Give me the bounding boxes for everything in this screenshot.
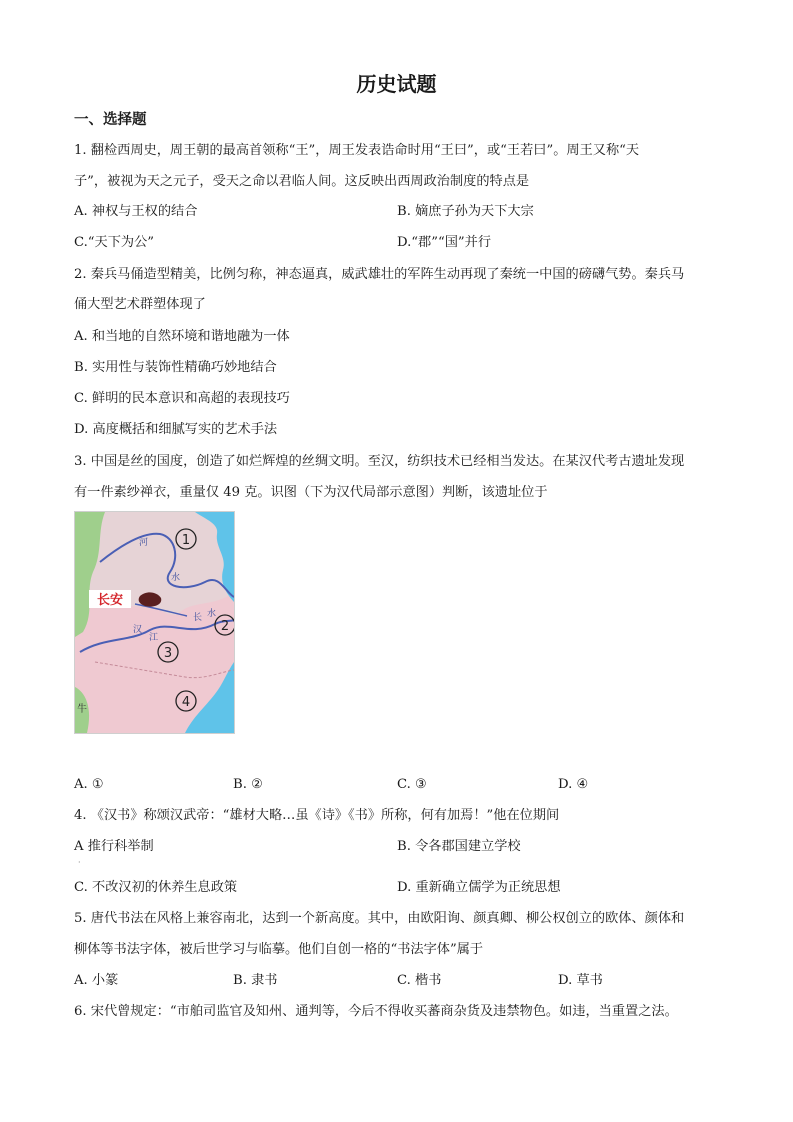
question-5-line-2: 柳体等书法字体，被后世学习与临摹。他们自创一格的“书法字体”属于	[74, 942, 484, 957]
question-2-option-b[interactable]: B. 实用性与装饰性精确巧妙地结合	[74, 360, 277, 375]
page-title: 历史试题	[356, 72, 437, 96]
section-heading: 一、选择题	[74, 112, 147, 128]
han-dynasty-map	[74, 511, 235, 734]
question-1-option-b[interactable]: B. 嫡庶子孙为天下大宗	[397, 204, 534, 219]
question-3-option-a[interactable]: A. ①	[74, 777, 104, 792]
question-3-option-d[interactable]: D. ④	[558, 777, 589, 792]
river-char-5: 长	[193, 613, 203, 623]
river-char-2: 水	[171, 573, 181, 583]
question-4-option-a[interactable]: A 推行科举制	[74, 839, 154, 854]
svg-text:4: 4	[181, 695, 191, 710]
river-char-1: 河	[139, 538, 149, 548]
question-4-line-1: 4. 《汉书》称颂汉武帝：“雄材大略…虽《诗》《书》所称，何有加焉！”他在位期间	[74, 808, 560, 823]
question-4-option-c[interactable]: C. 不改汉初的休养生息政策	[74, 880, 238, 895]
question-3-option-b[interactable]: B. ②	[233, 777, 263, 792]
question-3-line-1: 3. 中国是丝的国度，创造了如烂辉煌的丝绸文明。至汉，纺织技术已经相当发达。在某汉代考古遗址发现	[74, 454, 685, 469]
question-2-line-1: 2. 秦兵马俑造型精美，比例匀称，神态逼真，威武雄壮的军阵生动再现了秦统一中国的磅礴气势。秦兵马	[74, 267, 685, 282]
question-2-option-d[interactable]: D. 高度概括和细腻写实的艺术手法	[74, 422, 278, 437]
question-2-option-c[interactable]: C. 鲜明的民本意识和高超的表现技巧	[74, 391, 290, 406]
question-2-option-a[interactable]: A. 和当地的自然环境和谐地融为一体	[74, 329, 290, 344]
question-1-line-2: 子”，被视为天之元子，受天之命以君临人间。这反映出西周政治制度的特点是	[74, 174, 530, 189]
svg-text:1: 1	[181, 533, 191, 548]
question-4-option-d[interactable]: D. 重新确立儒学为正统思想	[397, 880, 561, 895]
river-char-6: 水	[207, 609, 217, 619]
question-5-option-d[interactable]: D. 草书	[558, 973, 603, 988]
question-1-option-a[interactable]: A. 神权与王权的结合	[74, 204, 198, 219]
river-char-4: 江	[149, 633, 159, 643]
stray-dot: ·	[78, 858, 81, 867]
svg-text:3: 3	[163, 646, 173, 661]
svg-text:2: 2	[220, 619, 230, 634]
question-5-line-1: 5. 唐代书法在风格上兼容南北，达到一个新高度。其中，由欧阳询、颜真卿、柳公权创立的欧体、颜体和	[74, 911, 685, 926]
river-char-3: 汉	[133, 625, 143, 635]
question-1-option-c[interactable]: C.“天下为公”	[74, 235, 155, 250]
question-5-option-c[interactable]: C. 楷书	[397, 973, 442, 988]
question-5-option-b[interactable]: B. 隶书	[233, 973, 278, 988]
question-6-line-1: 6. 宋代曾规定：“市舶司监官及知州、通判等，今后不得收买蕃商杂货及违禁物色。如违，当重置之法。	[74, 1004, 678, 1019]
question-1-line-1: 1. 翻检西周史，周王朝的最高首领称“王”，周王发表诰命时用“王曰”，或“王若曰”。周王又称“天	[74, 143, 640, 158]
question-5-option-a[interactable]: A. 小篆	[74, 973, 119, 988]
question-3-option-c[interactable]: C. ③	[397, 777, 427, 792]
question-4-option-b[interactable]: B. 令各郡国建立学校	[397, 839, 521, 854]
question-2-line-2: 俑大型艺术群塑体现了	[74, 297, 206, 312]
question-3-line-2: 有一件素纱禅衣，重量仅 49 克。识图（下为汉代局部示意图）判断，该遗址位于	[74, 485, 548, 500]
question-1-option-d[interactable]: D.“郡”“国”并行	[397, 235, 492, 250]
corner-char: 牛	[77, 704, 87, 715]
changan-label: 长安	[96, 593, 124, 608]
